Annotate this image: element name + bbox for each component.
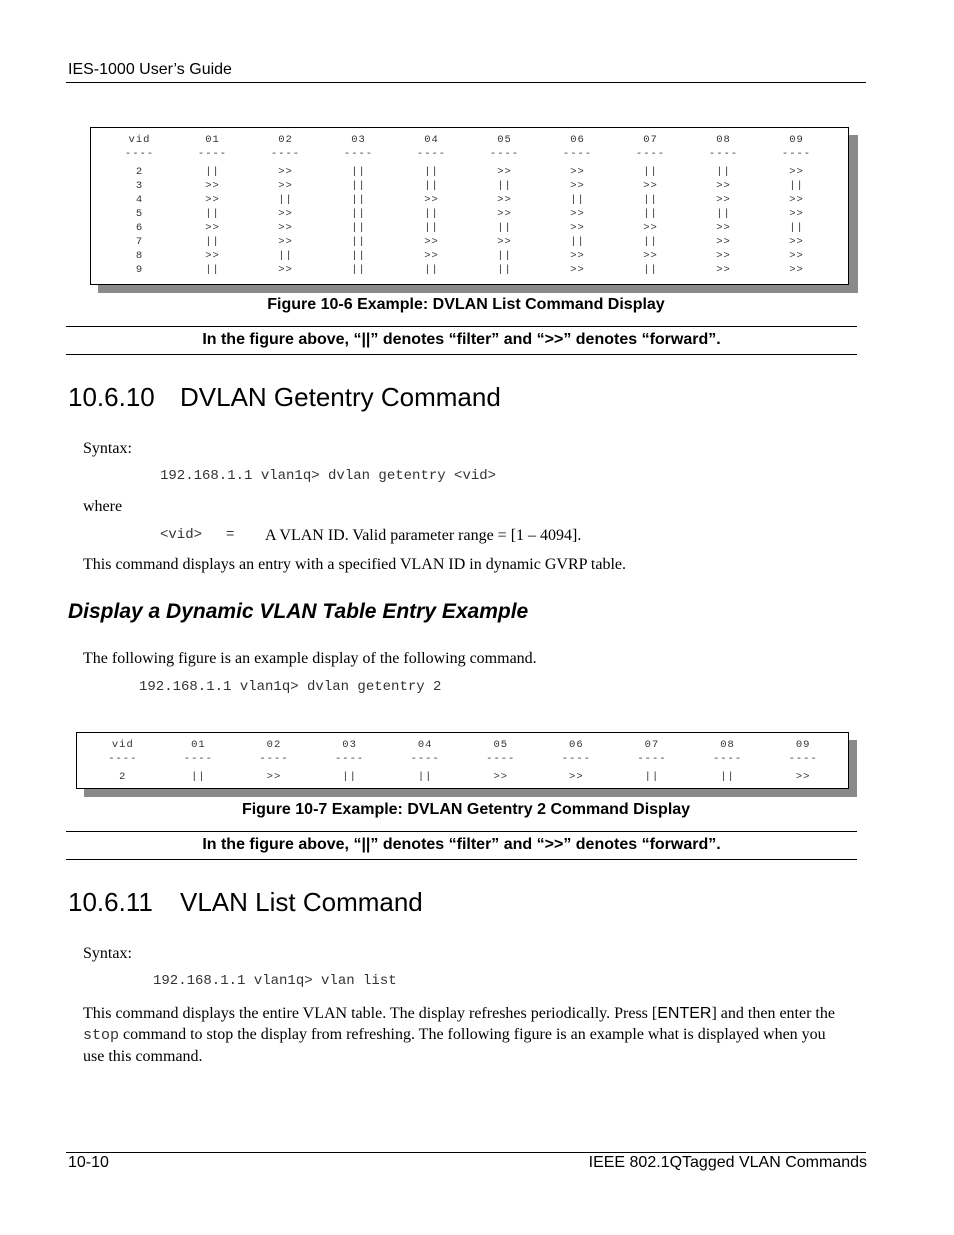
figure1-cell: || [351,194,366,206]
header-title: IES-1000 User’s Guide [68,61,232,78]
figure1-screen [90,127,849,285]
figure1-cell: >> [570,166,585,178]
figure1-cell: 4 [135,194,144,206]
figure1-column-header: 05 [497,134,512,146]
figure1-cell: || [643,236,658,248]
figure1-cell: || [424,208,439,220]
figure1-cell: 5 [135,208,144,220]
figure2-separator: ---- [561,753,591,765]
subsection-heading: Display a Dynamic VLAN Table Entry Example [68,600,529,623]
figure1-caption: Figure 10-6 Example: DVLAN List Command Display [267,296,665,313]
figure1-cell: >> [424,236,439,248]
figure1-cell: || [424,180,439,192]
figure2-cell: || [644,771,660,783]
syntax-code: 192.168.1.1 vlan1q> vlan list [153,973,397,989]
figure1-cell: || [643,194,658,206]
figure1-cell: >> [497,194,512,206]
figure1-cell: >> [789,194,804,206]
figure2-column-header: 07 [644,739,660,751]
figure1-cell: || [789,180,804,192]
figure1-cell: || [716,166,731,178]
figure1-cell: 7 [135,236,144,248]
figure1-cell: >> [570,222,585,234]
figure1-separator: ---- [343,148,374,160]
figure1-cell: || [205,166,220,178]
figure2-separator: ---- [108,753,138,765]
figure1-cell: >> [716,236,731,248]
figure2-column-header: 06 [569,739,584,751]
figure1-cell: 9 [135,264,144,276]
figure1-cell: >> [643,250,658,262]
desc-part-3: command to stop the display from refreshing. The following figure is an example what is displayed when you use this command. [83,1026,826,1065]
figure1-table-row [103,221,833,235]
desc-part-2: ] and then enter the [711,1005,835,1022]
figure1-cell: >> [205,222,220,234]
figure1-cell: >> [716,180,731,192]
figure1-separator: ---- [781,148,812,160]
figure2-cell: 2 [119,771,127,783]
syntax-label: Syntax: [83,440,132,457]
figure1-table-row [103,179,833,193]
figure2-screen [76,732,849,789]
figure2-cell: || [417,771,433,783]
figure1-cell: || [351,264,366,276]
figure2-table-row [85,770,841,784]
section-heading-vlan-list [68,887,423,918]
figure2-separator: ---- [637,753,667,765]
figure1-cell: || [424,264,439,276]
figure1-separator: ---- [416,148,447,160]
figure2-column-header: 05 [493,739,509,751]
subsection-intro: The following figure is an example display of the following command. [83,650,537,667]
figure1-cell: >> [570,180,585,192]
param-equals: = [226,527,235,543]
figure1-cell: || [497,180,512,192]
figure2-column-header: 08 [720,739,735,751]
figure1-column-header: 04 [424,134,439,146]
figure1-note-rule-top [66,326,857,327]
figure1-cell: || [497,264,512,276]
section-description: This command displays an entry with a specified VLAN ID in dynamic GVRP table. [83,556,627,573]
figure2-separator: ---- [183,753,213,765]
figure2-note-rule-bottom [66,859,857,860]
figure1-separator: ---- [489,148,520,160]
figure1-table-row [103,235,833,249]
footer-rule [66,1152,866,1153]
figure1-cell: || [351,222,366,234]
figure1-cell: >> [205,194,220,206]
figure1-cell: || [570,194,585,206]
figure1-cell: 6 [135,222,144,234]
syntax-code: 192.168.1.1 vlan1q> dvlan getentry <vid> [160,468,497,484]
figure1-cell: || [424,222,439,234]
figure2-separator: ---- [259,753,289,765]
section-heading-dvlan-getentry [68,382,501,413]
figure1-cell: >> [789,250,804,262]
figure1-cell: || [351,236,366,248]
enter-key: ENTER [657,1005,712,1022]
section-title: VLAN List Command [180,887,423,917]
figure1-cell: || [278,194,293,206]
footer-page-number: 10-10 [68,1154,109,1171]
figure1-cell: >> [716,264,731,276]
figure1-cell: >> [497,208,512,220]
figure1-cell: || [351,180,366,192]
figure1-table-row [103,165,833,179]
figure2-column-header: 09 [795,739,811,751]
figure2-note-rule-top [66,831,857,832]
figure2-separator: ---- [486,753,516,765]
figure2-cell: || [720,771,735,783]
figure1-cell: >> [278,166,293,178]
param-name: <vid> [160,527,203,543]
figure1-cell: >> [278,236,293,248]
figure1-cell: >> [789,236,804,248]
figure1-cell: >> [205,250,220,262]
figure2-cell: || [342,771,357,783]
figure1-cell: || [497,250,512,262]
figure1-cell: >> [278,222,293,234]
figure1-cell: >> [278,208,293,220]
section-number: 10.6.11 [68,887,153,917]
figure1-cell: || [278,250,293,262]
section-number: 10.6.10 [68,382,155,412]
figure1-cell: >> [424,250,439,262]
figure2-separator: ---- [788,753,818,765]
figure1-cell: >> [570,208,585,220]
section-title: DVLAN Getentry Command [180,382,501,412]
figure1-note-rule-bottom [66,354,857,355]
figure2-header-row [85,738,841,752]
figure1-column-header: 06 [570,134,585,146]
figure1-cell: >> [789,208,804,220]
figure1-column-header: 02 [278,134,293,146]
figure1-separator: ---- [124,148,155,160]
figure1-column-header: 01 [205,134,220,146]
figure1-column-header: vid [128,134,151,146]
figure1-column-header: 07 [643,134,658,146]
section-description [83,1003,843,1067]
figure1-table-row [103,193,833,207]
figure1-table-row [103,207,833,221]
figure2-cell: >> [795,771,811,783]
figure1-cell: >> [497,166,512,178]
figure1-cell: >> [789,264,804,276]
figure1-column-header: 03 [351,134,366,146]
figure2-column-header: 01 [191,739,206,751]
figure1-header-row [103,133,833,147]
figure1-separator: ---- [635,148,666,160]
figure1-table-row [103,263,833,277]
figure2-separator: ---- [410,753,440,765]
figure1-cell: >> [716,222,731,234]
figure1-cell: >> [497,236,512,248]
figure1-cell: || [205,208,220,220]
figure1-cell: || [716,208,731,220]
figure2-separator: ---- [334,753,365,765]
figure1-separator-row [103,147,833,161]
figure2-cell: || [191,771,206,783]
figure1-cell: >> [716,194,731,206]
figure2-table [85,738,841,784]
figure2-column-header: vid [111,739,134,751]
figure2-cell: >> [493,771,509,783]
figure1-cell: >> [278,180,293,192]
figure1-cell: >> [643,222,658,234]
figure1-cell: || [351,166,366,178]
figure1-cell: || [351,250,366,262]
header-rule [66,82,866,83]
param-description: A VLAN ID. Valid parameter range = [1 – 4094]. [265,527,582,544]
figure1-cell: >> [424,194,439,206]
figure2-caption: Figure 10-7 Example: DVLAN Getentry 2 Command Display [241,801,691,818]
figure1-cell: >> [570,264,585,276]
figure1-separator: ---- [270,148,301,160]
figure1-cell: || [205,264,220,276]
figure1-cell: || [570,236,585,248]
figure1-cell: || [424,166,439,178]
subsection-code: 192.168.1.1 vlan1q> dvlan getentry 2 [139,679,442,695]
figure2-separator-row [85,752,841,766]
figure1-cell: >> [570,250,585,262]
footer-chapter: IEEE 802.1QTagged VLAN Commands [588,1154,867,1171]
figure1-cell: || [351,208,366,220]
figure1-separator: ---- [708,148,739,160]
figure2-note: In the figure above, “||” denotes “filter” and “>>” denotes “forward”. [202,836,721,853]
figure1-separator: ---- [197,148,228,160]
figure2-column-header: 03 [342,739,357,751]
figure1-cell: || [789,222,804,234]
figure1-note: In the figure above, “||” denotes “filter” and “>>” denotes “forward”. [202,331,721,348]
figure1-cell: >> [789,166,804,178]
figure1-cell: || [643,208,658,220]
where-label: where [83,498,123,515]
figure2-cell: >> [569,771,584,783]
figure1-table [103,133,833,277]
figure1-column-header: 09 [789,134,804,146]
figure1-cell: >> [643,180,658,192]
figure1-cell: || [643,264,658,276]
figure1-cell: || [497,222,512,234]
syntax-label: Syntax: [83,945,132,962]
desc-part-1: This command displays the entire VLAN table. The display refreshes periodically. Press [ [83,1005,658,1022]
figure1-table-row [103,249,833,263]
figure1-cell: || [643,166,658,178]
figure1-cell: 8 [135,250,144,262]
figure1-cell: || [205,236,220,248]
stop-command: stop [83,1027,120,1044]
figure2-column-header: 04 [417,739,433,751]
figure1-cell: >> [205,180,220,192]
figure1-separator: ---- [562,148,593,160]
figure1-column-header: 08 [716,134,731,146]
figure1-cell: 2 [135,166,144,178]
figure2-cell: >> [266,771,282,783]
figure2-separator: ---- [712,753,743,765]
figure1-cell: 3 [135,180,144,192]
figure2-column-header: 02 [266,739,282,751]
figure1-cell: >> [716,250,731,262]
figure1-cell: >> [278,264,293,276]
